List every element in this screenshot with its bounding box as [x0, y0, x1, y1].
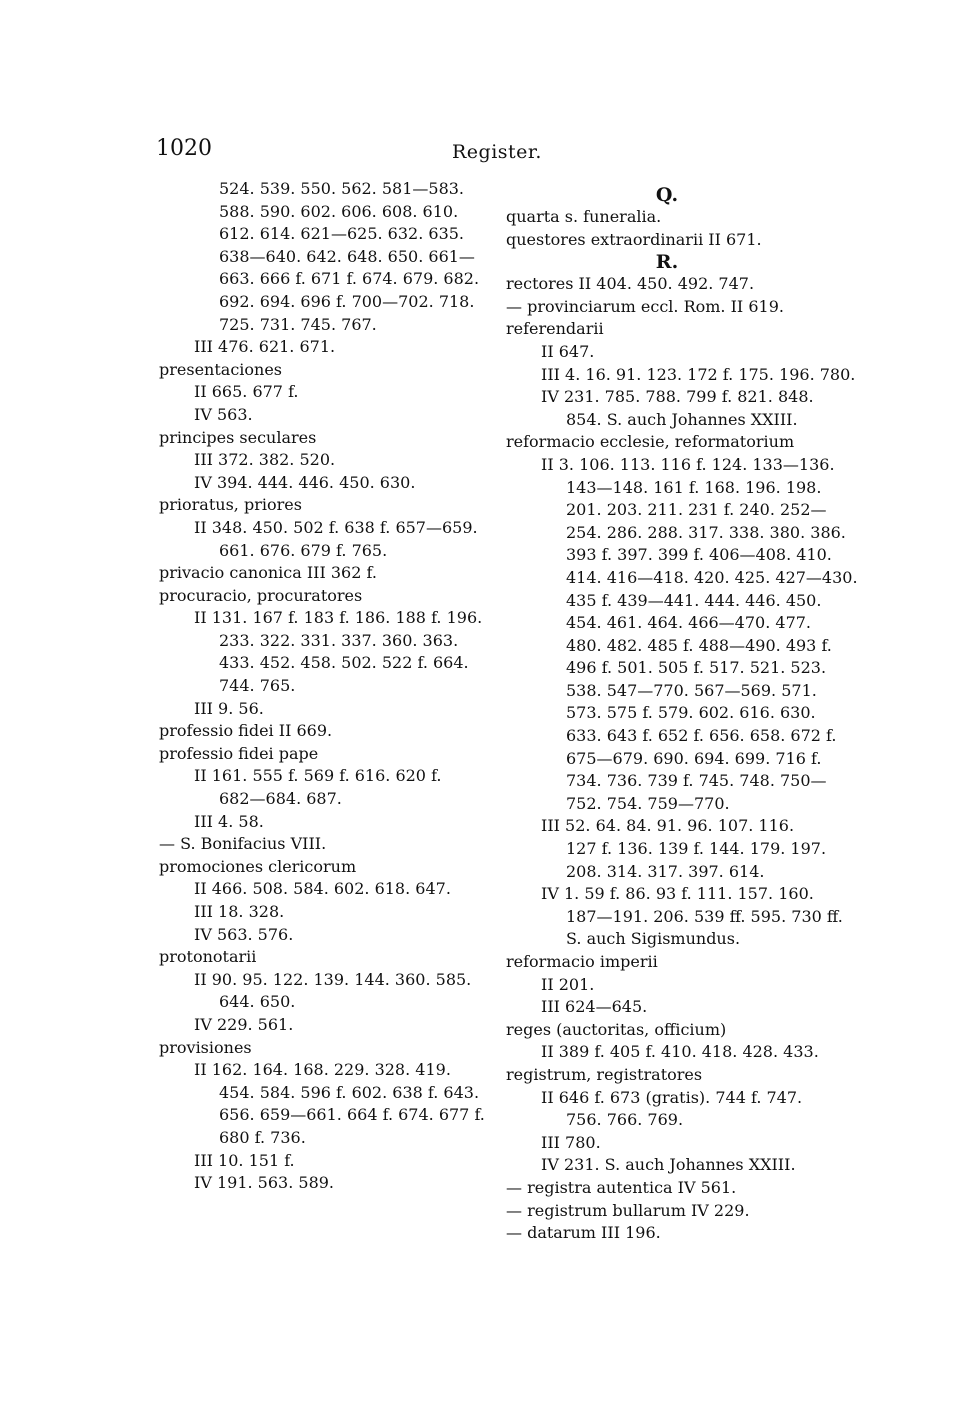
index-entry: reges (auctoritas, officium): [506, 1019, 727, 1039]
index-entry: principes seculares: [159, 427, 317, 447]
index-entry: professio fidei II 669.: [159, 721, 333, 741]
index-entry-references: 680 f. 736.: [219, 1127, 306, 1147]
index-entry-references: IV 394. 444. 446. 450. 630.: [194, 472, 416, 492]
index-entry-references: 524. 539. 550. 562. 581—583.: [219, 179, 465, 198]
index-entry-references: 435 f. 439—441. 444. 446. 450.: [566, 590, 822, 610]
index-entry-references: 744. 765.: [219, 676, 296, 696]
index-entry-references: II 389 f. 405 f. 410. 418. 428. 433.: [541, 1042, 819, 1062]
section-letter: R.: [655, 251, 679, 274]
index-entry-references: II 647.: [541, 341, 595, 361]
index-entry-references: II 201.: [541, 974, 595, 994]
index-entry-references: 454. 461. 464. 466—470. 477.: [566, 613, 812, 633]
index-entry-references: 454. 584. 596 f. 602. 638 f. 643.: [219, 1082, 480, 1102]
index-entry-references: 414. 416—418. 420. 425. 427—430.: [566, 567, 858, 587]
index-entry-references: 752. 754. 759—770.: [566, 793, 730, 813]
index-entry-references: 143—148. 161 f. 168. 196. 198.: [566, 477, 822, 497]
index-entry-references: IV 191. 563. 589.: [194, 1173, 335, 1193]
index-entry: — S. Bonifacius VIII.: [159, 834, 327, 854]
index-entry-references: 644. 650.: [219, 992, 296, 1012]
index-entry: referendarii: [506, 319, 604, 339]
index-entry: promociones clericorum: [159, 856, 357, 876]
section-letter: Q.: [655, 184, 679, 206]
index-entry: prioratus, priores: [159, 495, 302, 515]
index-entry-references: 480. 482. 485 f. 488—490. 493 f.: [566, 635, 832, 655]
index-entry-references: III 9. 56.: [194, 698, 264, 718]
index-entry-references: 682—684. 687.: [219, 789, 342, 809]
index-entry: professio fidei pape: [159, 743, 319, 763]
index-entry-references: 233. 322. 331. 337. 360. 363.: [219, 630, 459, 650]
index-entry: questores extraordinarii II 671.: [506, 229, 762, 249]
index-entry-references: II 466. 508. 584. 602. 618. 647.: [194, 879, 451, 899]
index-entry-references: II 90. 95. 122. 139. 144. 360. 585.: [194, 969, 472, 989]
index-entry-references: III 780.: [541, 1132, 601, 1152]
index-entry-references: III 52. 64. 84. 91. 96. 107. 116.: [541, 816, 795, 836]
index-entry-references: 692. 694. 696 f. 700—702. 718.: [219, 291, 475, 311]
running-head: Register.: [452, 141, 542, 163]
index-entry: — registra autentica IV 561.: [506, 1177, 737, 1197]
index-entry: reformacio ecclesie, reformatorium: [506, 432, 795, 452]
index-entry-references: 663. 666 f. 671 f. 674. 679. 682.: [219, 269, 480, 289]
index-entry: provisiones: [159, 1037, 252, 1057]
index-entry-references: III 10. 151 f.: [194, 1150, 295, 1170]
index-entry-references: 254. 286. 288. 317. 338. 380. 386.: [566, 522, 846, 542]
index-entry-references: III 624—645.: [541, 997, 648, 1017]
index-entry-references: IV 563.: [194, 404, 253, 424]
index-entry-references: 633. 643 f. 652 f. 656. 658. 672 f.: [566, 726, 837, 746]
index-entry-references: 588. 590. 602. 606. 608. 610.: [219, 201, 459, 221]
index-entry: quarta s. funeralia.: [506, 207, 662, 226]
index-entry: registrum, registratores: [506, 1064, 703, 1084]
index-entry-references: II 348. 450. 502 f. 638 f. 657—659.: [194, 517, 478, 537]
index-entry-references: 187—191. 206. 539 ff. 595. 730 ff.: [566, 906, 843, 926]
index-entry-references: II 161. 555 f. 569 f. 616. 620 f.: [194, 766, 442, 786]
index-entry-references: IV 563. 576.: [194, 924, 294, 944]
index-entry: procuracio, procuratores: [159, 585, 363, 605]
index-entry-references: II 665. 677 f.: [194, 382, 299, 402]
index-entry-references: IV 229. 561.: [194, 1014, 294, 1034]
index-entry-references: 638—640. 642. 648. 650. 661—: [219, 246, 475, 266]
page-number: 1020: [156, 136, 212, 161]
index-entry-references: 661. 676. 679 f. 765.: [219, 540, 388, 560]
index-entry-references: 496 f. 501. 505 f. 517. 521. 523.: [566, 658, 827, 678]
index-entry: presentaciones: [159, 359, 283, 379]
index-entry-references: 725. 731. 745. 767.: [219, 314, 377, 334]
index-entry-references: 538. 547—770. 567—569. 571.: [566, 680, 817, 700]
index-entry: rectores II 404. 450. 492. 747.: [506, 274, 755, 294]
index-entry: — provinciarum eccl. Rom. II 619.: [506, 296, 784, 316]
index-entry: protonotarii: [159, 947, 257, 967]
index-entry: reformacio imperii: [506, 952, 658, 971]
index-entry-references: III 4. 58.: [194, 811, 264, 831]
index-entry-references: IV 231. 785. 788. 799 f. 821. 848.: [541, 387, 814, 407]
index-entry: — datarum III 196.: [506, 1223, 661, 1243]
index-entry-references: 127 f. 136. 139 f. 144. 179. 197.: [566, 839, 827, 859]
index-entry-references: II 131. 167 f. 183 f. 186. 188 f. 196.: [194, 608, 483, 628]
index-entry-references: IV 1. 59 f. 86. 93 f. 111. 157. 160.: [541, 884, 814, 904]
index-entry-references: 612. 614. 621—625. 632. 635.: [219, 224, 465, 244]
index-entry-references: 734. 736. 739 f. 745. 748. 750—: [566, 771, 827, 791]
index-entry-references: II 646 f. 673 (gratis). 744 f. 747.: [541, 1087, 803, 1107]
index-column-left: [159, 178, 494, 1195]
index-entry-references: 656. 659—661. 664 f. 674. 677 f.: [219, 1105, 485, 1125]
index-entry-references: 573. 575 f. 579. 602. 616. 630.: [566, 703, 816, 723]
index-entry-references: S. auch Sigismundus.: [566, 929, 741, 949]
index-entry-references: 675—679. 690. 694. 699. 716 f.: [566, 748, 822, 768]
index-entry-references: 393 f. 397. 399 f. 406—408. 410.: [566, 545, 832, 565]
index-entry-references: III 4. 16. 91. 123. 172 f. 175. 196. 780.: [541, 364, 856, 384]
index-entry-references: III 372. 382. 520.: [194, 450, 336, 470]
index-column-right: [506, 178, 858, 1245]
index-entry: privacio canonica III 362 f.: [159, 563, 377, 583]
index-entry-references: II 3. 106. 113. 116 f. 124. 133—136.: [541, 454, 835, 474]
index-entry-references: III 18. 328.: [194, 902, 285, 921]
index-entry-references: 854. S. auch Johannes XXIII.: [566, 409, 798, 429]
index-entry-references: 433. 452. 458. 502. 522 f. 664.: [219, 653, 469, 673]
index-entry-references: 756. 766. 769.: [566, 1110, 684, 1130]
index-entry-references: IV 231. S. auch Johannes XXIII.: [541, 1155, 796, 1175]
index-entry: — registrum bullarum IV 229.: [506, 1200, 750, 1220]
index-entry-references: 201. 203. 211. 231 f. 240. 252—: [566, 500, 827, 520]
index-entry-references: 208. 314. 317. 397. 614.: [566, 861, 765, 881]
index-entry-references: III 476. 621. 671.: [194, 337, 336, 357]
index-entry-references: II 162. 164. 168. 229. 328. 419.: [194, 1060, 451, 1080]
